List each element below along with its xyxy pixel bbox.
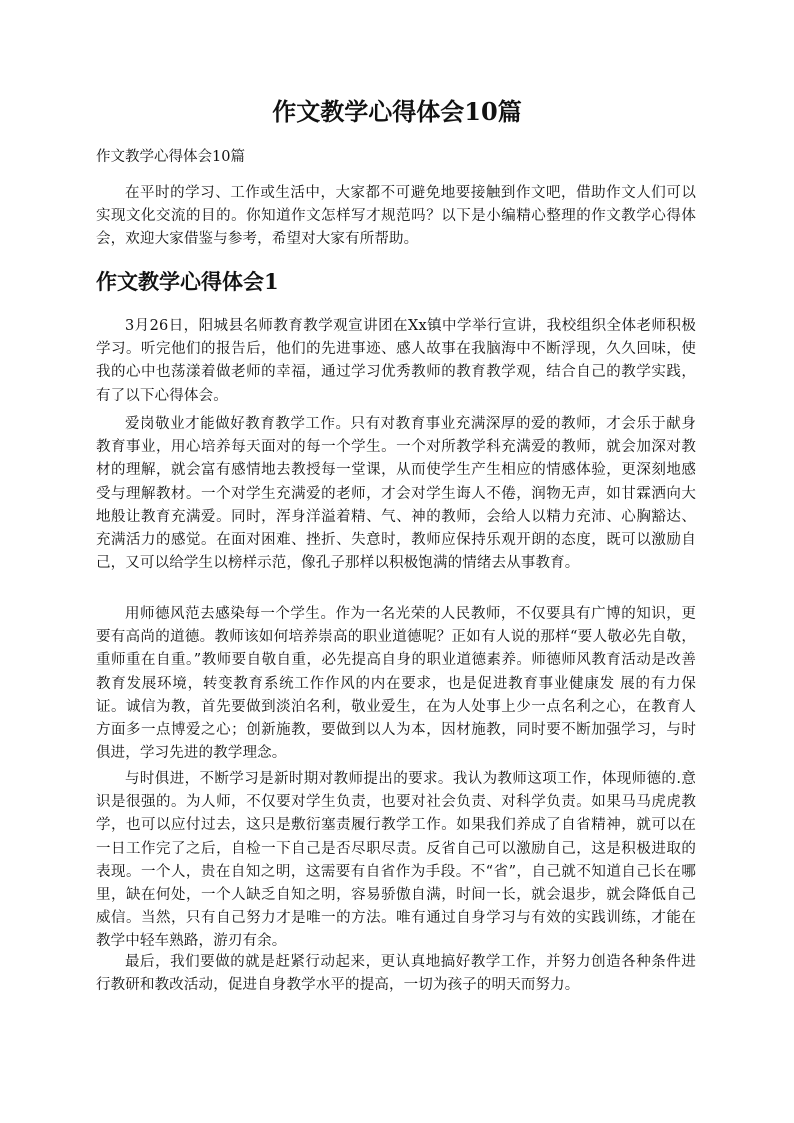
document-subtitle: 作文教学心得体会10篇 <box>96 149 245 165</box>
body-paragraph-1: 3月26日，阳城县名师教育教学观宣讲团在Xx镇中学举行宣讲，我校组织全体老师积极学习。听完他们的报告后，他们的先进事迹、感人故事在我脑海中不断浮现，久久回味，使我的心中也荡漾着做老师的幸福，通过学习优秀教师的教育教学观，结合自己的教学实践，有了以下心得体会。 <box>96 318 696 404</box>
intro-paragraph: 在平时的学习、工作或生活中，大家都不可避免地要接触到作文吧，借助作文人们可以实现文化交流的目的。你知道作文怎样写才规范吗？以下是小编精心整理的作文教学心得体会，欢迎大家借鉴与参考，希望对大家有所帮助。 <box>96 185 696 248</box>
body-paragraph-2: 爱岗敬业才能做好教育教学工作。只有对教育事业充满深厚的爱的教师，才会乐于献身教育事业，用心培养每天面对的每一个学生。一个对所教学科充满爱的教师，就会加深对教材的理解，就会富有感情地去教授每一堂课，从而使学生产生相应的情感体验，更深刻地感受与理解教材。一个对学生充满爱的老师，才会对学生诲人不倦，润物无声，如甘霖洒向大地般让教育充满爱。同时，浑身洋溢着精、气、神的教师，会给人以精力充沛、心胸豁达、充满活力的感觉。在面对困难、挫折、失意时，教师应保持乐观开朗的态度，既可以激励自己，又可以给学生以榜样示范，像孔子那样以积极饱满的情绪去从事教育。 <box>96 416 696 572</box>
body-paragraph-3: 用师德风范去感染每一个学生。作为一名光荣的人民教师，不仅要具有广博的知识，更要有高尚的道德。教师该如何培养崇高的职业道德呢？正如有人说的那样“要人敬必先自敬，重师重在自重。”教师要自敬自重，必先提高自身的职业道德素养。师德师风教育活动是改善教育发展环境，转变教育系统工作作风的内在要求，也是促进教育事业健康发 展的有力保证。诚信为教，首先要做到淡泊名利，敬业爱生，在为人处事上少一点名利之心，在教育人方面多一点博爱之心；创新施教，要做到以人为本，因材施教，同时要不断加强学习，与时俱进，学习先进的教学理念。 <box>96 606 696 762</box>
section-heading: 作文教学心得体会1 <box>96 269 279 294</box>
body-paragraph-5: 最后，我们要做的就是赶紧行动起来，更认真地搞好教学工作，并努力创造各种条件进行教研和教改活动，促进自身教学水平的提高，一切为孩子的明天而努力。 <box>96 954 696 994</box>
body-paragraph-4: 与时俱进，不断学习是新时期对教师提出的要求。我认为教师这项工作，体现师德的.意识是很强的。为人师，不仅要对学生负责，也要对社会负责、对科学负责。如果马马虎虎教学，也可以应付过去，这只是敷衍塞责履行教学工作。如果我们养成了自省精神，就可以在一日工作完了之后，自检一下自己是否尽职尽责。反省自己可以激励自己，这是积极进取的表现。一个人，贵在自知之明，这需要有自省作为手段。不“省”，自己就不知道自己长在哪里，缺在何处，一个人缺乏自知之明，容易骄傲自满，时间一长，就会退步，就会降低自己威信。当然，只有自己努力才是唯一的方法。唯有通过自身学习与有效的实践训练，才能在教学中轻车熟路，游刃有余。 <box>96 771 696 950</box>
document-title: 作文教学心得体会10篇 <box>272 97 522 126</box>
